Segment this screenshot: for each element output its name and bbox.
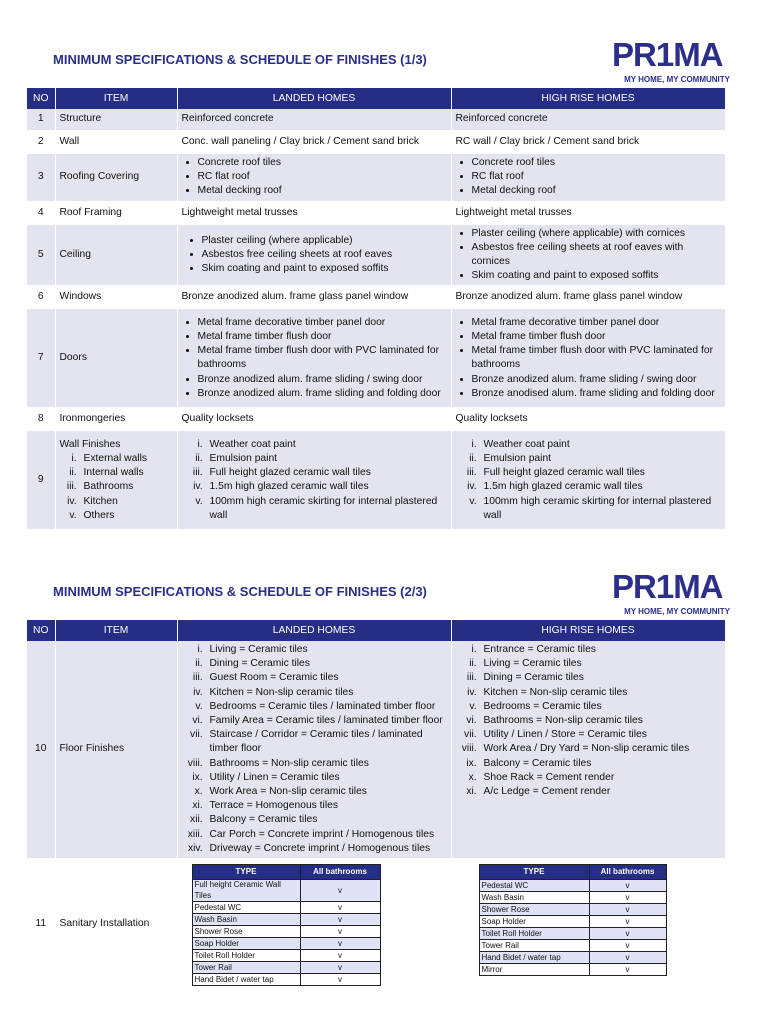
list-item: ii. Living = Ceramic tiles [480, 657, 721, 671]
row-item: Doors [55, 308, 177, 408]
check-cell: v [589, 880, 666, 892]
list-item: ix. Utility / Linen = Ceramic tiles [206, 771, 447, 785]
header-item: ITEM [55, 620, 177, 641]
table-row [27, 859, 725, 989]
table-row [479, 964, 666, 976]
sanitary-table-highrise [479, 864, 667, 976]
list-item: xiv. Driveway = Concrete imprint / Homogenous tiles [206, 842, 447, 856]
landed-value: Lightweight metal trusses [177, 202, 451, 224]
table-row [192, 926, 380, 938]
list-item: ii. Dining = Ceramic tiles [206, 657, 447, 671]
row-item: Sanitary Installation [55, 859, 177, 989]
list-item: i. External walls [80, 452, 173, 466]
row-item: Roofing Covering [55, 153, 177, 202]
list-item: ii. Emulsion paint [480, 452, 721, 466]
type-cell: Toilet Roll Holder [192, 950, 300, 962]
highrise-list-cell [451, 641, 725, 859]
check-cell: v [589, 904, 666, 916]
landed-value: Bronze anodized alum. frame glass panel window [177, 286, 451, 308]
row-number: 8 [27, 408, 55, 430]
type-cell: Hand Bidet / water tap [479, 952, 589, 964]
check-cell: v [300, 974, 380, 986]
type-cell: Toilet Roll Holder [479, 928, 589, 940]
table-row [479, 952, 666, 964]
table-row [27, 109, 725, 131]
row-item: Windows [55, 286, 177, 308]
prima-logo [612, 568, 730, 620]
highrise-value: Bronze anodized alum. frame glass panel window [451, 286, 725, 308]
type-cell: Wash Basin [192, 914, 300, 926]
check-cell: v [300, 926, 380, 938]
type-cell: Wash Basin [479, 892, 589, 904]
list-item: viii. Bathrooms = Non-slip ceramic tiles [206, 757, 447, 771]
type-cell: Full height Ceramic Wall Tiles [192, 880, 300, 902]
col-type: TYPE [192, 865, 300, 880]
row-number: 4 [27, 202, 55, 224]
list-item: iii. Full height glazed ceramic wall tiles [206, 466, 447, 480]
row-number: 9 [27, 430, 55, 530]
header-highrise: HIGH RISE HOMES [451, 88, 725, 109]
list-item: xi. Terrace = Homogenous tiles [206, 799, 447, 813]
table-row [27, 430, 725, 530]
list-item: xi. A/c Ledge = Cement render [480, 785, 721, 799]
prima-logo [612, 36, 730, 88]
page-title: MINIMUM SPECIFICATIONS & SCHEDULE OF FINISHES (1/3) [53, 52, 427, 67]
header-landed: LANDED HOMES [177, 88, 451, 109]
check-cell: v [589, 940, 666, 952]
list-item: vii. Staircase / Corridor = Ceramic tiles / laminated timber floor [206, 728, 447, 756]
list-item: • Asbestos free ceiling sheets at roof eaves [202, 248, 447, 262]
landed-list-cell [177, 308, 451, 408]
type-cell: Pedestal WC [479, 880, 589, 892]
list-item: • Metal decking roof [198, 184, 447, 198]
row-item-list-cell [55, 430, 177, 530]
logo-tagline: MY HOME, MY COMMUNITY [624, 75, 730, 84]
list-item: i. Living = Ceramic tiles [206, 643, 447, 657]
landed-list-cell [177, 153, 451, 202]
logo-wordmark: PR1MA [612, 568, 723, 605]
type-cell: Mirror [479, 964, 589, 976]
list-item: viii. Work Area / Dry Yard = Non-slip ceramic tiles [480, 742, 721, 756]
list-item: • Metal frame timber flush door [472, 330, 721, 344]
list-item: v. 100mm high ceramic skirting for internal plastered wall [206, 495, 447, 523]
table-row [192, 914, 380, 926]
row-item: Structure [55, 109, 177, 131]
list-item: • Bronze anodized alum. frame sliding / swing door [472, 373, 721, 387]
list-item: • Skim coating and paint to exposed soffits [202, 262, 447, 276]
list-item: vii. Utility / Linen / Store = Ceramic tiles [480, 728, 721, 742]
list-item: • Concrete roof tiles [472, 156, 721, 170]
header-highrise: HIGH RISE HOMES [451, 620, 725, 641]
table-row [27, 308, 725, 408]
landed-value: Conc. wall paneling / Clay brick / Cement sand brick [177, 131, 451, 153]
row-number: 2 [27, 131, 55, 153]
spec-table [27, 620, 726, 990]
list-item: • Concrete roof tiles [198, 156, 447, 170]
check-cell: v [300, 950, 380, 962]
row-item: Roof Framing [55, 202, 177, 224]
table-row [27, 153, 725, 202]
check-cell: v [300, 914, 380, 926]
type-cell: Soap Holder [192, 938, 300, 950]
check-cell: v [300, 962, 380, 974]
table-row [479, 916, 666, 928]
list-item: v. Bedrooms = Ceramic tiles / laminated timber floor [206, 700, 447, 714]
landed-list-cell [177, 641, 451, 859]
check-cell: v [300, 902, 380, 914]
highrise-sanitary-cell [451, 859, 725, 989]
table-row [27, 131, 725, 153]
table-row [27, 641, 725, 859]
check-cell: v [589, 964, 666, 976]
col-type: TYPE [479, 865, 589, 880]
list-item: • Metal frame timber flush door with PVC laminated for bathrooms [472, 344, 721, 372]
list-item: v. Others [80, 509, 173, 523]
table-row [479, 928, 666, 940]
list-item: xii. Balcony = Ceramic tiles [206, 813, 447, 827]
type-cell: Tower Rail [192, 962, 300, 974]
type-cell: Pedestal WC [192, 902, 300, 914]
list-item: • Metal decking roof [472, 184, 721, 198]
list-item: • Skim coating and paint to exposed soffits [472, 269, 721, 283]
header-landed: LANDED HOMES [177, 620, 451, 641]
table-row [192, 902, 380, 914]
header-item: ITEM [55, 88, 177, 109]
list-item: • Bronze anodized alum. frame sliding and folding door [198, 387, 447, 401]
list-item: iv. Kitchen = Non-slip ceramic tiles [206, 686, 447, 700]
row-item: Wall Finishes [59, 438, 121, 450]
list-item: iii. Dining = Ceramic tiles [480, 671, 721, 685]
row-number: 10 [27, 641, 55, 859]
list-item: vi. Family Area = Ceramic tiles / laminated timber floor [206, 714, 447, 728]
list-item: i. Entrance = Ceramic tiles [480, 643, 721, 657]
type-cell: Hand Bidet / water tap [192, 974, 300, 986]
list-item: • RC flat roof [198, 170, 447, 184]
check-cell: v [589, 916, 666, 928]
table-row [479, 892, 666, 904]
list-item: iii. Guest Room = Ceramic tiles [206, 671, 447, 685]
check-cell: v [589, 928, 666, 940]
list-item: iii. Bathrooms [80, 480, 173, 494]
table-row [192, 938, 380, 950]
sanitary-table-landed [192, 864, 381, 986]
highrise-list-cell [451, 153, 725, 202]
row-number: 6 [27, 286, 55, 308]
row-number: 1 [27, 109, 55, 131]
row-number: 11 [27, 859, 55, 989]
spec-table [27, 88, 726, 531]
check-cell: v [300, 938, 380, 950]
row-item: Wall [55, 131, 177, 153]
header-no: NO [27, 620, 55, 641]
check-cell: v [300, 880, 380, 902]
table-row [192, 974, 380, 986]
col-all-bathrooms: All bathrooms [589, 865, 666, 880]
list-item: iv. 1.5m high glazed ceramic wall tiles [480, 480, 721, 494]
table-row [27, 202, 725, 224]
list-item: i. Weather coat paint [480, 438, 721, 452]
highrise-value: Quality locksets [451, 408, 725, 430]
list-item: iii. Full height glazed ceramic wall tiles [480, 466, 721, 480]
table-row [27, 224, 725, 287]
list-item: • Bronze anodized alum. frame sliding / swing door [198, 373, 447, 387]
row-number: 7 [27, 308, 55, 408]
list-item: iv. Kitchen [80, 495, 173, 509]
check-cell: v [589, 892, 666, 904]
list-item: • Asbestos free ceiling sheets at roof eaves with cornices [472, 241, 721, 269]
list-item: ii. Emulsion paint [206, 452, 447, 466]
table-row [27, 408, 725, 430]
list-item: ix. Balcony = Ceramic tiles [480, 757, 721, 771]
list-item: • Metal frame decorative timber panel door [472, 316, 721, 330]
table-row [27, 286, 725, 308]
table-row [479, 940, 666, 952]
type-cell: Soap Holder [479, 916, 589, 928]
highrise-list-cell [451, 430, 725, 530]
landed-value: Quality locksets [177, 408, 451, 430]
list-item: ii. Internal walls [80, 466, 173, 480]
list-item: • Metal frame timber flush door with PVC laminated for bathrooms [198, 344, 447, 372]
list-item: • Metal frame timber flush door [198, 330, 447, 344]
row-item: Ceiling [55, 224, 177, 287]
landed-list-cell [177, 430, 451, 530]
highrise-list-cell [451, 308, 725, 408]
header-no: NO [27, 88, 55, 109]
list-item: i. Weather coat paint [206, 438, 447, 452]
list-item: • Metal frame decorative timber panel door [198, 316, 447, 330]
table-row [192, 962, 380, 974]
list-item: • Bronze anodised alum. frame sliding and folding door [472, 387, 721, 401]
list-item: v. Bedrooms = Ceramic tiles [480, 700, 721, 714]
list-item: • Plaster ceiling (where applicable) [202, 234, 447, 248]
row-number: 3 [27, 153, 55, 202]
type-cell: Shower Rose [192, 926, 300, 938]
logo-wordmark: PR1MA [612, 36, 723, 73]
table-row [192, 880, 380, 902]
logo-tagline: MY HOME, MY COMMUNITY [624, 607, 730, 616]
list-item: iv. Kitchen = Non-slip ceramic tiles [480, 686, 721, 700]
row-item: Ironmongeries [55, 408, 177, 430]
list-item: • Plaster ceiling (where applicable) with cornices [472, 227, 721, 241]
check-cell: v [589, 952, 666, 964]
type-cell: Tower Rail [479, 940, 589, 952]
row-number: 5 [27, 224, 55, 287]
type-cell: Shower Rose [479, 904, 589, 916]
list-item: x. Work Area = Non-slip ceramic tiles [206, 785, 447, 799]
list-item: xiii. Car Porch = Concrete imprint / Homogenous tiles [206, 828, 447, 842]
row-item: Floor Finishes [55, 641, 177, 859]
highrise-value: Reinforced concrete [451, 109, 725, 131]
highrise-value: Lightweight metal trusses [451, 202, 725, 224]
table-row [479, 880, 666, 892]
table-row [192, 950, 380, 962]
landed-sanitary-cell [177, 859, 451, 989]
landed-value: Reinforced concrete [177, 109, 451, 131]
landed-list-cell [177, 224, 451, 287]
highrise-value: RC wall / Clay brick / Cement sand brick [451, 131, 725, 153]
highrise-list-cell [451, 224, 725, 287]
list-item: iv. 1.5m high glazed ceramic wall tiles [206, 480, 447, 494]
page-title: MINIMUM SPECIFICATIONS & SCHEDULE OF FINISHES (2/3) [53, 584, 427, 599]
list-item: • RC flat roof [472, 170, 721, 184]
list-item: x. Shoe Rack = Cement render [480, 771, 721, 785]
col-all-bathrooms: All bathrooms [300, 865, 380, 880]
list-item: vi. Bathrooms = Non-slip ceramic tiles [480, 714, 721, 728]
table-row [479, 904, 666, 916]
list-item: v. 100mm high ceramic skirting for internal plastered wall [480, 495, 721, 523]
